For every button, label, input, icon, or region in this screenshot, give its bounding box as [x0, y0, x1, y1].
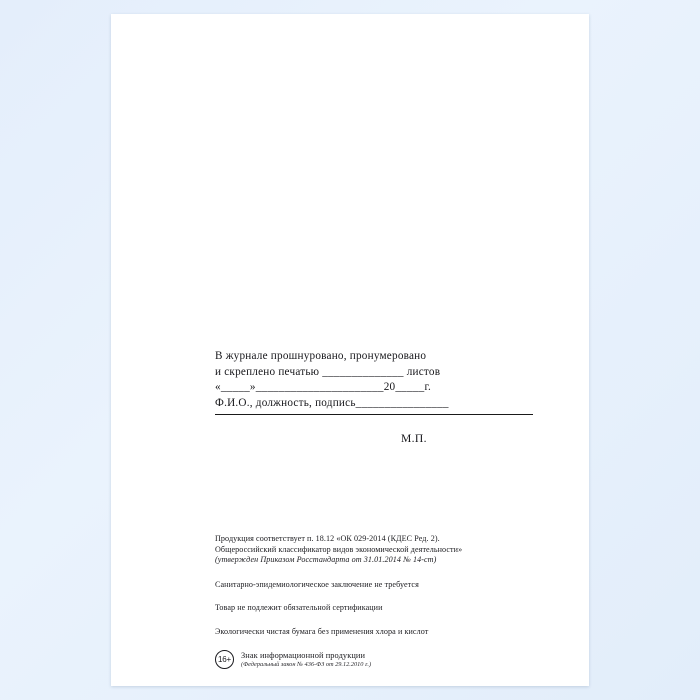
certification-line-2: и скреплено печатью ______________ листов — [215, 365, 441, 378]
product-compliance-line-1: Продукция соответствует п. 18.12 «ОК 029-2014 (КДЕС Ред. 2). — [215, 534, 440, 543]
product-compliance-line-3: (утвержден Приказом Росстандарта от 31.01.2014 № 14-ст) — [215, 555, 437, 565]
age-rating-badge-icon: 16+ — [215, 650, 234, 669]
certification-block — [215, 349, 545, 415]
age-rating-law: (Федеральный закон № 436-ФЗ от 29.12.2010 г.) — [241, 660, 372, 668]
age-rating-title: Знак информационной продукции — [241, 650, 366, 660]
certification-note: Товар не подлежит обязательной сертификации — [215, 603, 383, 613]
age-rating-row — [215, 650, 555, 674]
signature-rule — [215, 414, 533, 415]
footer-legal-block — [215, 534, 555, 674]
certification-signature-line: Ф.И.О., должность, подпись________________ — [215, 396, 449, 409]
stamp-place-label: М.П. — [401, 432, 427, 445]
document-page — [111, 14, 589, 686]
certification-line-1: В журнале прошнуровано, пронумеровано — [215, 350, 427, 362]
certification-date-line: «_____»______________________20_____г. — [215, 381, 432, 394]
page-content — [111, 14, 589, 686]
sanitary-note: Санитарно-эпидемиологическое заключение не требуется — [215, 579, 419, 589]
eco-paper-note: Экологически чистая бумага без применения хлора и кислот — [215, 626, 429, 636]
product-compliance-line-2: Общероссийский классификатор видов экономической деятельности» — [215, 544, 463, 554]
